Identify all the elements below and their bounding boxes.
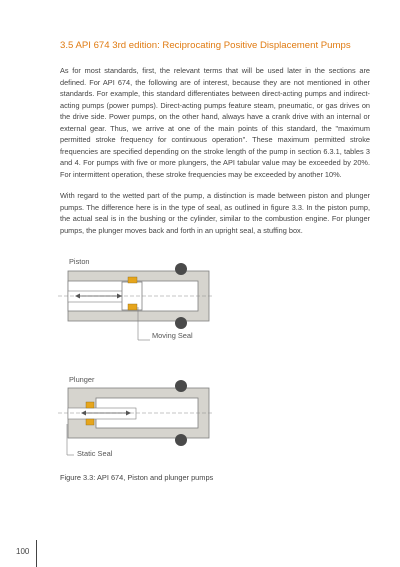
plunger-pump-diagram [58,380,214,455]
piston-label: Piston [69,257,90,266]
plunger-label: Plunger [69,375,95,384]
static-seal-bottom [86,419,94,425]
plunger-rod [68,408,136,419]
section-title: 3.5 API 674 3rd edition: Reciprocating Positive Displacement Pumps [60,40,351,51]
plunger-discharge-valve [175,434,187,446]
moving-seal-top [128,277,137,283]
static-seal-top [86,402,94,408]
page-number-divider [36,540,37,567]
piston-pump-diagram [58,263,214,340]
moving-seal-bottom [128,304,137,310]
moving-seal-label: Moving Seal [152,331,193,340]
paragraph-1: As for most standards, first, the relevant terms that will be used later in the sections are defined. For API 674, the following are of interest, because they are not mentioned in other standards. For example, this standard differentiates between direct-acting pumps and indirect-acting pumps (power pumps). Direct-acting pumps feature steam, pneumatic, or gas drives on the drive side. Power pumps, on the other hand, always have a crank drive with an internal or external gear. Thus, we arrive at one of the main points of this standard, the "maximum permitted stroke frequency for continuous operation". These maximum permitted stroke frequencies are specified depending on the stroke length of the pump in section 6.3.1, tables 3 and 4. For pumps with five or more plungers, the API tabular value may be exceeded by 20%. For intermittent operation, these stroke frequencies may be exceeded by another 10%. [60,66,370,179]
paragraph-2: With regard to the wetted part of the pump, a distinction is made between piston and plunger pumps. The difference here is in the type of seal, as outlined in figure 3.3. In the piston pump, the actual seal is in the bushing or the cylinder, similar to the combustion engine. For plunger pumps, the plunger moves back and forth in an upright seal, a stuffing box. [60,191,370,235]
static-seal-label: Static Seal [77,449,113,458]
piston-suction-valve [175,263,187,275]
piston-discharge-valve [175,317,187,329]
page-number: 100 [16,547,30,556]
figure-caption: Figure 3.3: API 674, Piston and plunger pumps [60,473,214,482]
plunger-suction-valve [175,380,187,392]
